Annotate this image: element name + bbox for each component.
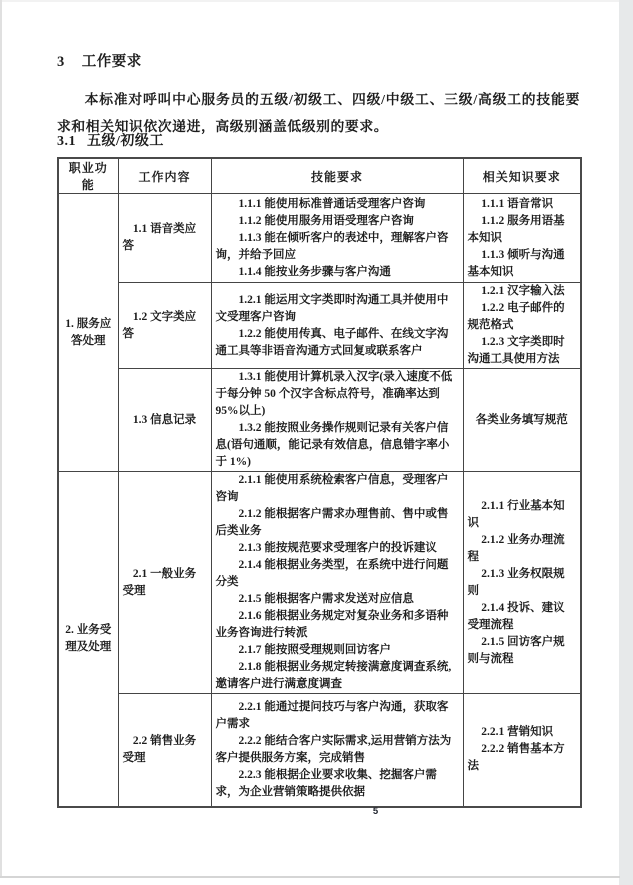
knowledge-item: 2.2.2 销售基本方法 (467, 743, 565, 773)
work-content-cell (118, 694, 211, 807)
section-number: 3 (57, 54, 65, 70)
knowledge-item: 2.1.5 回访客户规则与流程 (467, 635, 565, 665)
section-heading (57, 50, 142, 71)
subsection-number: 3.1 (57, 134, 76, 149)
table-row (58, 369, 581, 472)
page-edge-top (0, 0, 633, 2)
subsection-title: 五级/初级工 (87, 134, 164, 149)
column-header: 工作内容 (118, 158, 211, 194)
intro-paragraph: 本标准对呼叫中心服务员的五级/初级工、四级/中级工、三级/高级工的技能要求和相关知识依次递进，高级别涵盖低级别的要求。 (57, 91, 580, 134)
work-content-label: 1.2 文字类应答 (122, 310, 197, 340)
skill-item: 1.1.2 能使用服务用语受理客户咨询 (238, 214, 414, 227)
knowledge-item: 2.1.2 业务办理流程 (467, 533, 565, 563)
skill-item: 2.1.8 能根据业务规定转接满意度调查系统,邀请客户进行满意度调查 (215, 661, 452, 690)
knowledge-item: 1.1.1 语音常识 (481, 197, 554, 210)
column-header: 职业功能 (58, 158, 118, 194)
work-content-label: 1.1 语音类应答 (122, 223, 197, 252)
skill-item: 1.1.3 能在倾听客户的表述中，理解客户咨询，并给予回应 (215, 231, 449, 261)
knowledge-item: 各类业务填写规范 (475, 413, 568, 426)
work-content-cell (118, 194, 211, 283)
knowledge-requirements-cell (463, 694, 581, 807)
page-edge-bottom (0, 876, 620, 878)
skill-item: 1.3.1 能使用计算机录入汉字(录入速度不低于每分钟 50 个汉字含标点符号，准确率达到 95%以上) (215, 371, 453, 417)
skill-item: 2.2.2 能结合客户实际需求,运用营销方法为客户提供服务方案，完成销售 (215, 734, 452, 764)
page-number: 5 (372, 806, 379, 817)
section-title: 工作要求 (81, 54, 142, 70)
function-cell: 1. 服务应答处理 (58, 194, 118, 472)
work-content-cell (118, 283, 211, 369)
skill-item: 2.1.5 能根据客户需求发送对应信息 (238, 593, 414, 605)
function-cell: 2. 业务受理及处理 (58, 472, 118, 807)
knowledge-item: 1.1.3 倾听与沟通基本知识 (467, 248, 565, 278)
work-content-cell (118, 369, 211, 472)
skill-requirements-cell (211, 694, 463, 807)
table-row (58, 194, 581, 283)
requirements-table (57, 157, 582, 808)
skill-item: 1.2.2 能使用传真、电子邮件、在线文字沟通工具等非语音沟通方式回复或联系客户 (215, 327, 449, 357)
page-edge-right (619, 0, 633, 885)
skill-requirements-cell (211, 194, 463, 283)
skill-item: 2.1.1 能使用系统检索客户信息，受理客户咨询 (215, 474, 449, 503)
skill-item: 2.1.7 能按照受理规则回访客户 (238, 644, 391, 656)
skill-requirements-cell (211, 472, 463, 694)
table-row (58, 472, 581, 694)
skill-requirements-cell (211, 369, 463, 472)
knowledge-item: 2.1.4 投诉、建议受理流程 (467, 601, 565, 631)
subsection-heading (57, 130, 164, 150)
knowledge-item: 2.1.1 行业基本知识 (467, 499, 565, 529)
knowledge-requirements-cell (463, 283, 581, 369)
knowledge-item: 1.2.3 文字类即时沟通工具使用方法 (467, 336, 565, 365)
knowledge-requirements-cell (463, 194, 581, 283)
skill-item: 2.2.1 能通过提问技巧与客户沟通，获取客户需求 (215, 700, 449, 730)
table-row (58, 694, 581, 807)
skill-item: 1.1.4 能按业务步骤与客户沟通 (238, 265, 391, 278)
knowledge-item: 1.2.1 汉字输入法 (481, 285, 565, 297)
column-header: 技能要求 (211, 158, 463, 194)
work-content-label: 2.1 一般业务受理 (122, 567, 197, 597)
table-row (58, 283, 581, 369)
skill-item: 1.1.1 能使用标准普通话受理客户咨询 (238, 197, 426, 210)
table-header-row (58, 158, 581, 194)
work-content-cell (118, 472, 211, 694)
knowledge-item: 1.2.2 电子邮件的规范格式 (467, 302, 565, 331)
knowledge-item: 2.2.1 营销知识 (481, 726, 554, 739)
skill-item: 2.1.3 能按规范要求受理客户的投诉建议 (238, 542, 437, 554)
skill-item: 1.3.2 能按照业务操作规则记录有关客户信息(语句通顺，能记录有效信息，信息错字率小于 1%) (215, 422, 450, 468)
knowledge-requirements-cell (463, 472, 581, 694)
page-edge-left (0, 0, 2, 877)
skill-item: 2.1.6 能根据业务规定对复杂业务和多语种业务咨询进行转派 (215, 610, 449, 639)
knowledge-requirements-cell (463, 369, 581, 472)
skill-item: 2.1.4 能根据业务类型，在系统中进行问题分类 (215, 559, 449, 588)
skill-item: 1.2.1 能运用文字类即时沟通工具并使用中文受理客户咨询 (215, 293, 449, 323)
work-content-label: 2.2 销售业务受理 (122, 734, 197, 764)
work-content-label: 1.3 信息记录 (132, 413, 197, 426)
knowledge-item: 2.1.3 业务权限规则 (467, 567, 565, 597)
knowledge-item: 1.1.2 服务用语基本知识 (467, 214, 565, 244)
skill-item: 2.2.3 能根据企业要求收集、挖掘客户需求，为企业营销策略提供依据 (215, 768, 437, 798)
column-header: 相关知识要求 (463, 158, 581, 194)
skill-item: 2.1.2 能根据客户需求办理售前、售中或售后类业务 (215, 508, 449, 537)
skill-requirements-cell (211, 283, 463, 369)
